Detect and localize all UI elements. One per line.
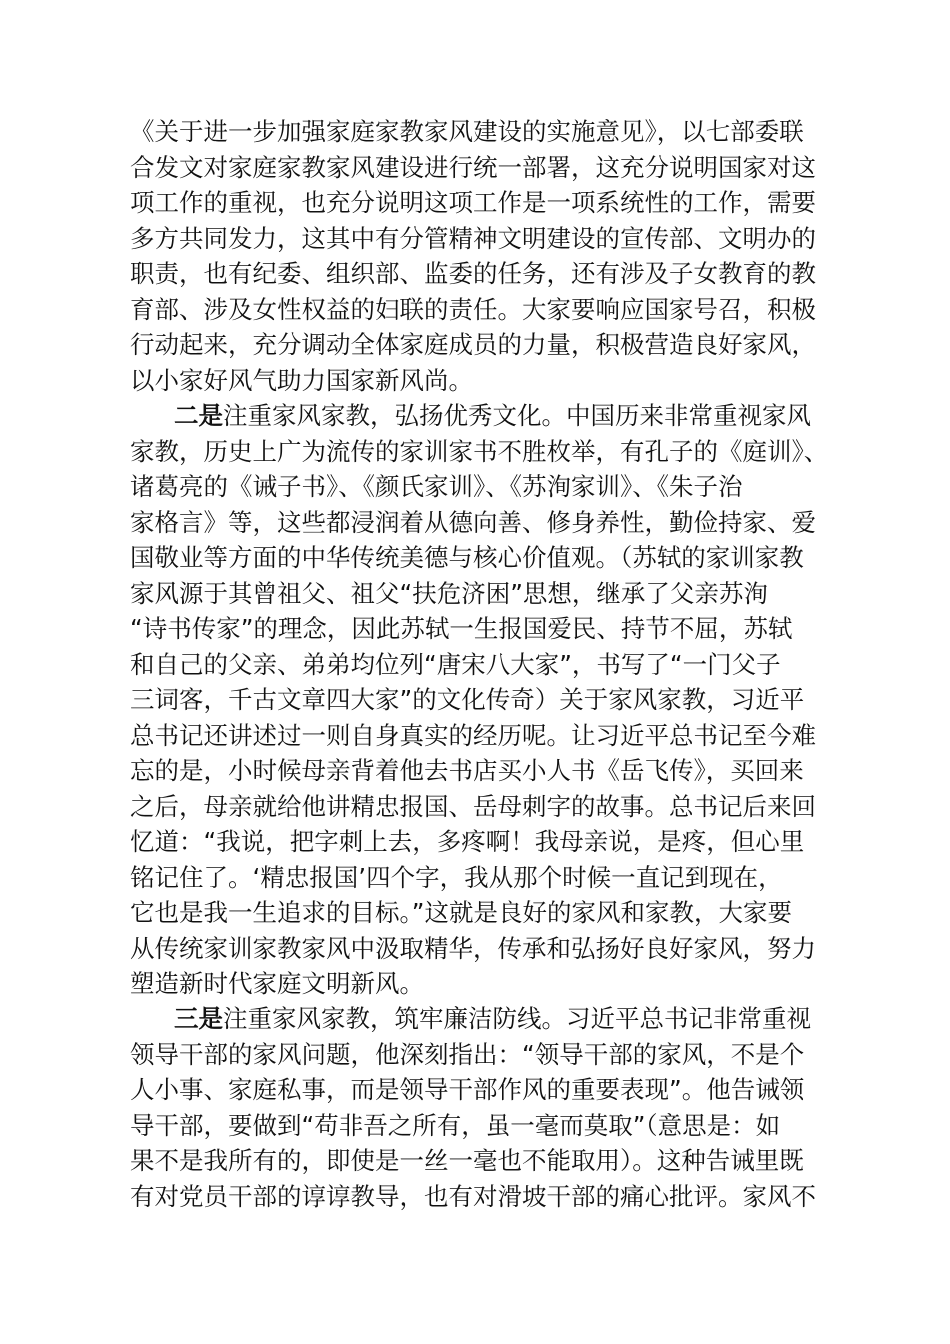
paragraph-2-lead: 二是: [174, 401, 223, 430]
paragraph-2-line: 家教，历史上广为流传的家训家书不胜枚举，有孔子的《庭训》、: [130, 436, 829, 466]
paragraph-1-line: 多方共同发力，这其中有分管精神文明建设的宣传部、文明办的: [130, 223, 816, 253]
paragraph-2-line: 总书记还讲述过一则自身真实的经历呢。让习近平总书记至今难: [130, 720, 816, 750]
paragraph-3-first-line-text: 注重家风家教，筑牢廉洁防线。习近平总书记非常重视: [223, 1004, 811, 1033]
paragraph-2-line: 它也是我一生追求的目标。”这就是良好的家风和家教，大家要: [130, 898, 792, 927]
paragraph-1-line: 项工作的重视，也充分说明这项工作是一项系统性的工作，需要: [130, 188, 816, 217]
paragraph-2: [130, 398, 850, 1002]
paragraph-1-line: 育部、涉及女性权益的妇联的责任。大家要响应国家号召，积极: [130, 294, 816, 324]
paragraph-2-line: 三词客，千古文章四大家”的文化传奇）关于家风家教，习近平: [130, 685, 805, 714]
paragraph-3-line: 有对党员干部的谆谆教导，也有对滑坡干部的痛心批评。家风不: [130, 1181, 816, 1211]
paragraph-1-line: 行动起来，充分调动全体家庭成员的力量，积极营造良好家风，: [130, 330, 816, 359]
paragraph-2-first-line: [130, 398, 850, 434]
paragraph-2-first-line-text: 注重家风家教，弘扬优秀文化。中国历来非常重视家风: [223, 401, 811, 430]
paragraph-3-line: 领导干部的家风问题，他深刻指出：“领导干部的家风，不是个: [130, 1039, 805, 1069]
paragraph-1-line: 《关于进一步加强家庭家教家风建设的实施意见》，以七部委联: [130, 117, 804, 146]
paragraph-1: [130, 114, 850, 398]
paragraph-2-line: “诗书传家”的理念，因此苏轼一生报国爱民、持节不屈，苏轼: [130, 614, 793, 643]
paragraph-2-line: 诸葛亮的《诫子书》、《颜氏家训》、《苏洵家训》、《朱子治: [130, 472, 743, 501]
paragraph-1-line: 职责，也有纪委、组织部、监委的任务，还有涉及子女教育的教: [130, 259, 816, 288]
paragraph-2-line: 铭记住了。‘精忠报国’四个字，我从那个时候一直记到现在，: [130, 862, 783, 892]
paragraph-3-lead: 三是: [174, 1004, 223, 1033]
paragraph-2-line: 家格言》等，这些都浸润着从德向善、修身养性，勤俭持家、爱: [130, 507, 816, 537]
paragraph-3-first-line: [130, 1001, 850, 1037]
paragraph-3: [130, 1001, 850, 1214]
paragraph-2-line: 忘的是，小时候母亲背着他去书店买小人书《岳飞传》，买回来: [130, 756, 804, 785]
paragraph-3-line: 果不是我所有的，即使是一丝一毫也不能取用）。这种告诫里既: [130, 1146, 804, 1175]
paragraph-3-line: 导干部，要做到“苟非吾之所有，虽一毫而莫取”（意思是：如: [130, 1110, 781, 1140]
paragraph-2-line: 国敬业等方面的中华传统美德与核心价值观。（苏轼的家训家教: [130, 543, 804, 572]
paragraph-2-line: 从传统家训家教家风中汲取精华，传承和弘扬好良好家风，努力: [130, 933, 816, 963]
paragraph-2-line: 家风源于其曾祖父、祖父“扶危济困”思想，继承了父亲苏洵: [130, 578, 768, 608]
paragraph-1-line: 以小家好风气助力国家新风尚。: [130, 365, 473, 395]
paragraph-1-line: 合发文对家庭家教家风建设进行统一部署，这充分说明国家对这: [130, 152, 816, 182]
paragraph-2-line: 和自己的父亲、弟弟均位列“唐宋八大家”，书写了“一门父子: [130, 649, 781, 679]
paragraph-2-line: 塑造新时代家庭文明新风。: [130, 969, 424, 998]
paragraph-3-line: 人小事、家庭私事，而是领导干部作风的重要表现”。他告诫领: [130, 1075, 805, 1104]
paragraph-2-line: 忆道：“我说，把字刺上去，多疼啊！我母亲说，是疼，但心里: [130, 827, 805, 856]
paragraph-2-line: 之后，母亲就给他讲精忠报国、岳母刺字的故事。总书记后来回: [130, 791, 816, 821]
